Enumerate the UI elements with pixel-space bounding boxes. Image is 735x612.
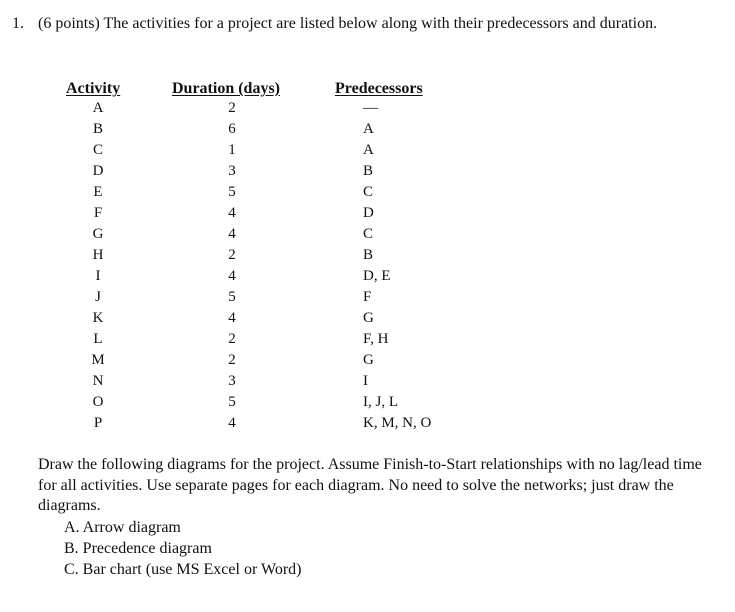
table-row bbox=[0, 392, 735, 413]
predecessors-cell: I bbox=[363, 373, 368, 389]
table-row bbox=[0, 371, 735, 392]
duration-cell: 5 bbox=[228, 394, 236, 410]
activity-cell: C bbox=[92, 142, 103, 158]
table-row bbox=[0, 224, 735, 245]
duration-cell: 4 bbox=[228, 205, 236, 221]
duration-cell: 5 bbox=[228, 289, 236, 305]
table-row bbox=[0, 413, 735, 434]
diagram-list-item: B. Precedence diagram bbox=[64, 540, 212, 557]
diagram-list-item: C. Bar chart (use MS Excel or Word) bbox=[64, 561, 302, 578]
duration-cell: 4 bbox=[228, 226, 236, 242]
duration-cell: 3 bbox=[228, 373, 236, 389]
activity-cell: D bbox=[92, 163, 104, 179]
predecessors-cell: K, M, N, O bbox=[363, 415, 432, 431]
duration-cell: 2 bbox=[228, 331, 236, 347]
duration-cell: 2 bbox=[228, 247, 236, 263]
predecessors-cell: A bbox=[363, 142, 374, 158]
table-row bbox=[0, 308, 735, 329]
activity-cell: A bbox=[92, 100, 104, 116]
table-rows bbox=[0, 98, 735, 434]
predecessors-cell: G bbox=[363, 352, 374, 368]
predecessors-cell: B bbox=[363, 247, 374, 263]
table-row bbox=[0, 329, 735, 350]
table-row bbox=[0, 245, 735, 266]
duration-cell: 1 bbox=[228, 142, 236, 158]
predecessors-cell: F, H bbox=[363, 331, 389, 347]
predecessors-cell: C bbox=[363, 226, 374, 242]
activity-cell: I bbox=[95, 268, 101, 284]
table-row bbox=[0, 203, 735, 224]
table-row bbox=[0, 161, 735, 182]
activity-cell: G bbox=[92, 226, 104, 242]
predecessors-cell: B bbox=[363, 163, 374, 179]
duration-cell: 6 bbox=[228, 121, 236, 137]
activity-cell: M bbox=[91, 352, 105, 368]
duration-cell: 5 bbox=[228, 184, 236, 200]
activity-cell: B bbox=[92, 121, 103, 137]
duration-cell: 2 bbox=[228, 100, 236, 116]
activity-cell: F bbox=[93, 205, 103, 221]
table-row bbox=[0, 140, 735, 161]
duration-cell: 3 bbox=[228, 163, 236, 179]
header-activity: Activity bbox=[66, 80, 121, 97]
activity-cell: E bbox=[93, 184, 103, 200]
activity-cell: L bbox=[93, 331, 103, 347]
diagram-list-item: A. Arrow diagram bbox=[64, 519, 181, 536]
table-row bbox=[0, 350, 735, 371]
duration-cell: 2 bbox=[228, 352, 236, 368]
diagram-list bbox=[64, 517, 301, 580]
predecessors-cell: D bbox=[363, 205, 374, 221]
duration-cell: 4 bbox=[228, 415, 236, 431]
duration-cell: 4 bbox=[228, 268, 236, 284]
table-row bbox=[0, 119, 735, 140]
predecessors-cell: — bbox=[363, 100, 378, 116]
activity-cell: O bbox=[92, 394, 104, 410]
table-row bbox=[0, 287, 735, 308]
instructions-text: Draw the following diagrams for the project. Assume Finish-to-Start relationships with no lag/lead time for all activities. Use separate pages for each diagram. No need to solve the networks; just draw the diagrams. bbox=[38, 456, 702, 514]
activity-cell: J bbox=[95, 289, 101, 305]
table-row bbox=[0, 266, 735, 287]
question-text: (6 points) The activities for a project are listed below along with their predecessors and duration. bbox=[38, 15, 658, 32]
predecessors-cell: C bbox=[363, 184, 374, 200]
predecessors-cell: G bbox=[363, 310, 374, 326]
activity-cell: K bbox=[92, 310, 104, 326]
predecessors-cell: A bbox=[363, 121, 374, 137]
predecessors-cell: F bbox=[363, 289, 372, 305]
duration-cell: 4 bbox=[228, 310, 236, 326]
header-predecessors: Predecessors bbox=[335, 80, 423, 97]
table-row bbox=[0, 182, 735, 203]
predecessors-cell: I, J, L bbox=[363, 394, 398, 410]
activity-cell: N bbox=[92, 373, 104, 389]
header-duration: Duration (days) bbox=[172, 80, 281, 97]
predecessors-cell: D, E bbox=[363, 268, 391, 284]
question-number: 1. bbox=[12, 15, 24, 32]
activity-cell: H bbox=[92, 247, 104, 263]
activity-cell: P bbox=[93, 415, 103, 431]
table-row bbox=[0, 98, 735, 119]
